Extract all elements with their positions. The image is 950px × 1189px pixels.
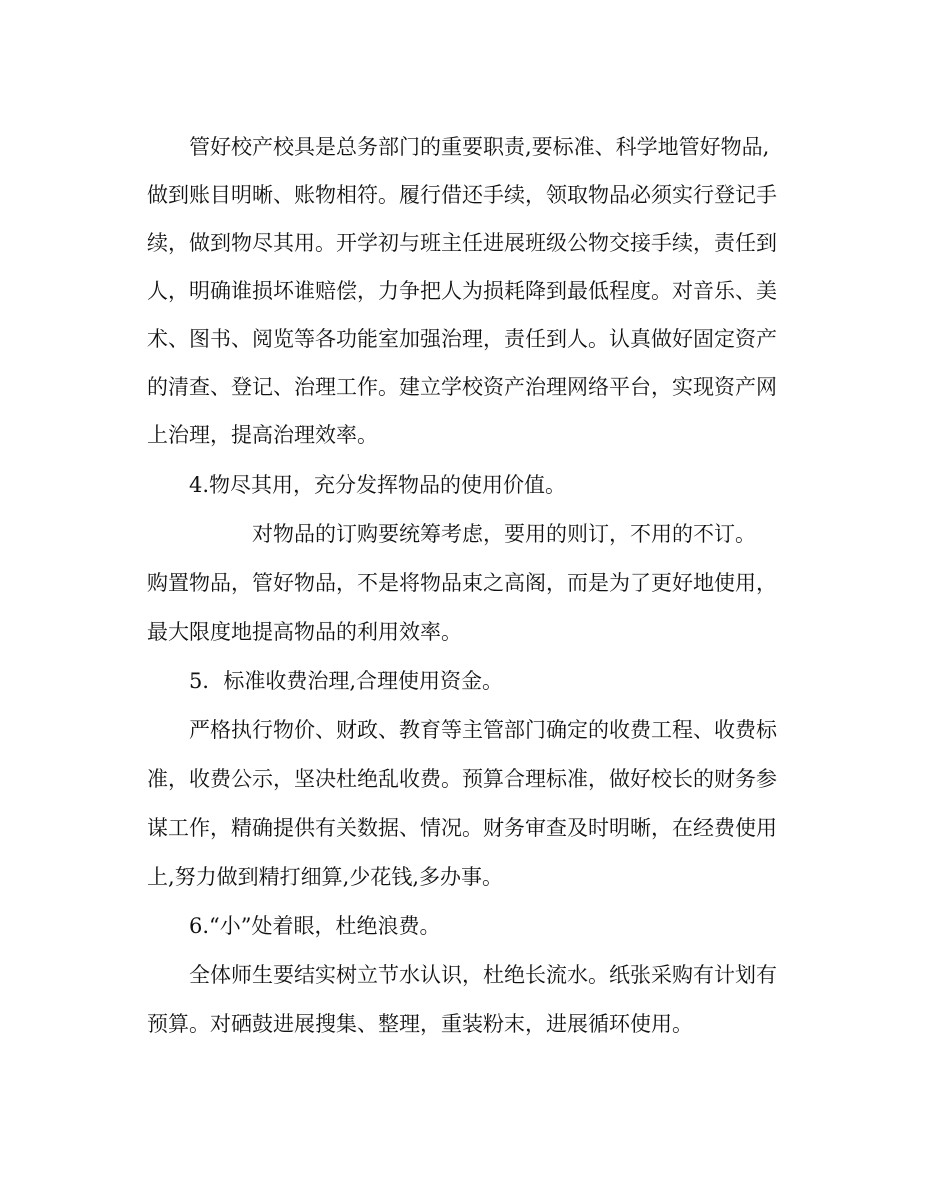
text-line: 购置物品，管好物品，不是将物品束之高阁，而是为了更好地使用， (147, 571, 777, 595)
section-heading: 6.“小”处着眼，杜绝浪费。 (147, 914, 441, 938)
text-line: 最大限度地提高物品的利用效率。 (147, 620, 462, 644)
text-line: 全体师生要结实树立节水认识，杜绝长流水。纸张采购有计划有 (147, 963, 777, 987)
text-line: 预算。对硒鼓进展搜集、整理，重装粉末，进展循环使用。 (147, 1012, 693, 1036)
text-line: 上治理，提高治理效率。 (147, 423, 378, 447)
text-line: 管好校产校具是总务部门的重要职责,要标准、科学地管好物品, (147, 135, 770, 159)
text-line: 上,努力做到精打细算,少花钱,多办事。 (147, 865, 504, 889)
text-line: 术、图书、阅览等各功能室加强治理，责任到人。认真做好固定资产 (147, 327, 777, 351)
text-line: 续，做到物尽其用。开学初与班主任进展班级公物交接手续，责任到 (147, 231, 777, 255)
text-line: 严格执行物价、财政、教育等主管部门确定的收费工程、收费标 (147, 718, 777, 742)
text-line: 做到账目明晰、账物相符。履行借还手续，领取物品必须实行登记手 (147, 183, 777, 207)
text-line: 人，明确谁损坏谁赔偿，力争把人为损耗降到最低程度。对音乐、美 (147, 279, 777, 303)
text-line: 准，收费公示，坚决杜绝乱收费。预算合理标准，做好校长的财务参 (147, 767, 777, 791)
text-line: 谋工作，精确提供有关数据、情况。财务审查及时明晰，在经费使用 (147, 816, 777, 840)
section-heading: 5．标准收费治理,合理使用资金。 (147, 669, 504, 693)
text-line: 的清查、登记、治理工作。建立学校资产治理网络平台，实现资产网 (147, 375, 777, 399)
section-heading: 4.物尽其用，充分发挥物品的使用价值。 (147, 473, 567, 497)
text-line: 对物品的订购要统筹考虑，要用的则订，不用的不订。 (147, 522, 756, 546)
